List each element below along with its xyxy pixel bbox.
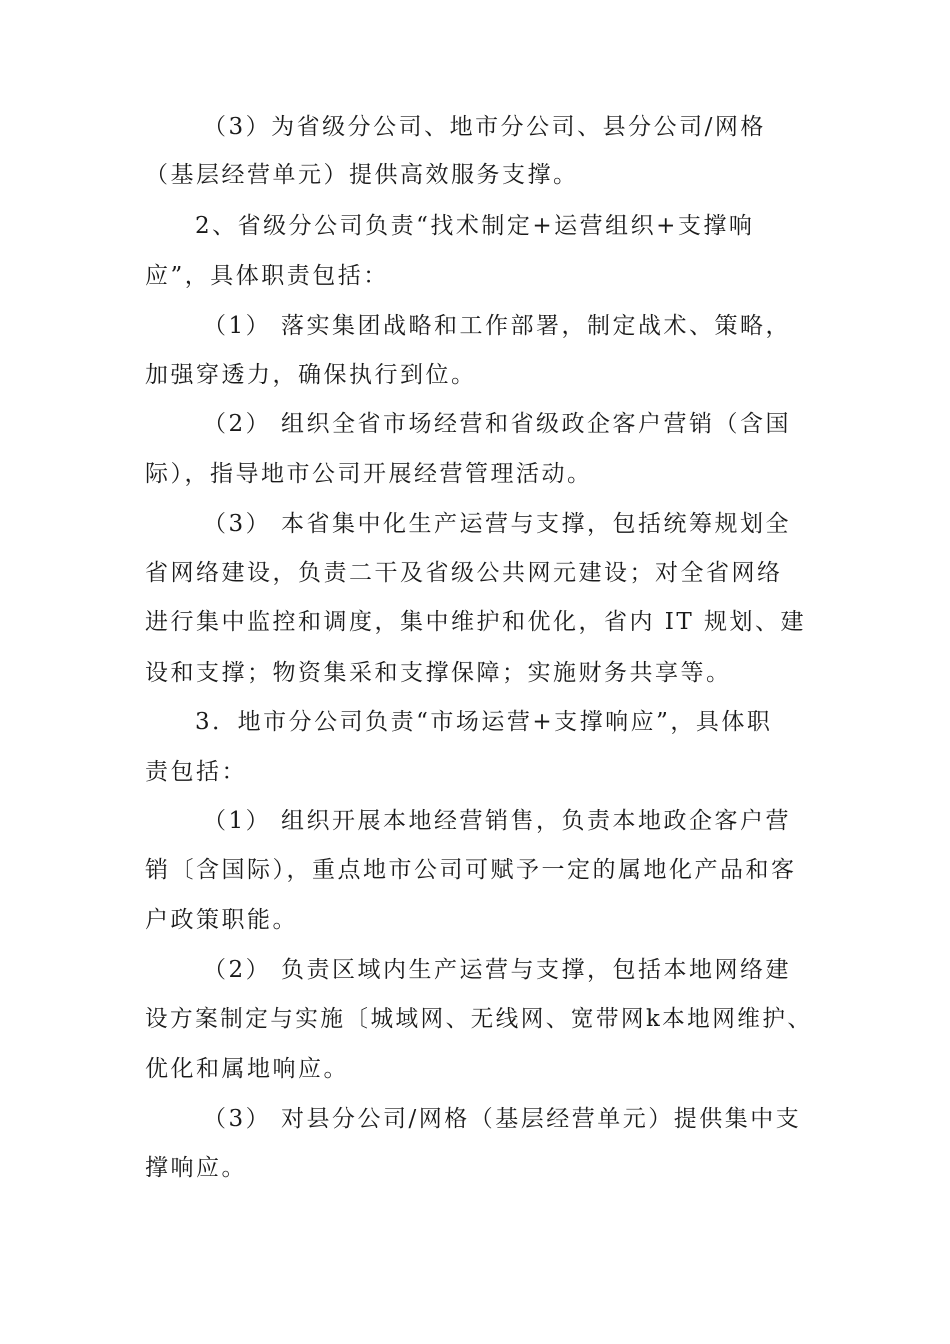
text-line-7: （2） 组织全省市场经营和省级政企客户营销（含国 <box>203 411 791 437</box>
text-line-2: （基层经营单元）提供高效服务支撑。 <box>145 162 579 188</box>
text-line-19: 设方案制定与实施〔城域网、无线网、宽带网k本地网维护、 <box>145 1006 813 1032</box>
text-line-22: 撑响应。 <box>145 1155 247 1181</box>
text-line-20: 优化和属地响应。 <box>145 1056 349 1082</box>
text-line-12: 设和支撑；物资集采和支撑保障；实施财务共享等。 <box>145 660 732 686</box>
text-line-8: 际），指导地市公司开展经营管理活动。 <box>145 461 593 487</box>
text-line-5: （1） 落实集团战略和工作部署，制定战术、策略， <box>203 313 791 339</box>
text-line-21: （3） 对县分公司/网格（基层经营单元）提供集中支 <box>203 1106 802 1132</box>
text-line-18: （2） 负责区域内生产运营与支撑，包括本地网络建 <box>203 957 791 983</box>
text-line-1: （3）为省级分公司、地市分公司、县分公司/网格 <box>203 114 766 140</box>
text-line-16: 销〔含国际），重点地市公司可赋予一定的属地化产品和客 <box>145 857 797 883</box>
text-line-17: 户政策职能。 <box>145 907 298 933</box>
text-line-6: 加强穿透力，确保执行到位。 <box>145 362 477 388</box>
text-line-3: 2、省级分公司负责“找术制定+运营组织+支撑响 <box>195 213 755 239</box>
text-line-10: 省网络建设，负责二干及省级公共网元建设；对全省网络 <box>145 560 783 586</box>
text-line-4: 应”，具体职责包括： <box>145 263 389 289</box>
text-line-15: （1） 组织开展本地经营销售，负责本地政企客户营 <box>203 808 791 834</box>
text-line-13: 3．地市分公司负责“市场运营+支撑响应”，具体职 <box>195 709 773 735</box>
text-line-9: （3） 本省集中化生产运营与支撑，包括统筹规划全 <box>203 511 791 537</box>
text-line-14: 责包括： <box>145 759 247 785</box>
text-line-11: 进行集中监控和调度，集中维护和优化，省内 IT 规划、建 <box>145 609 807 635</box>
